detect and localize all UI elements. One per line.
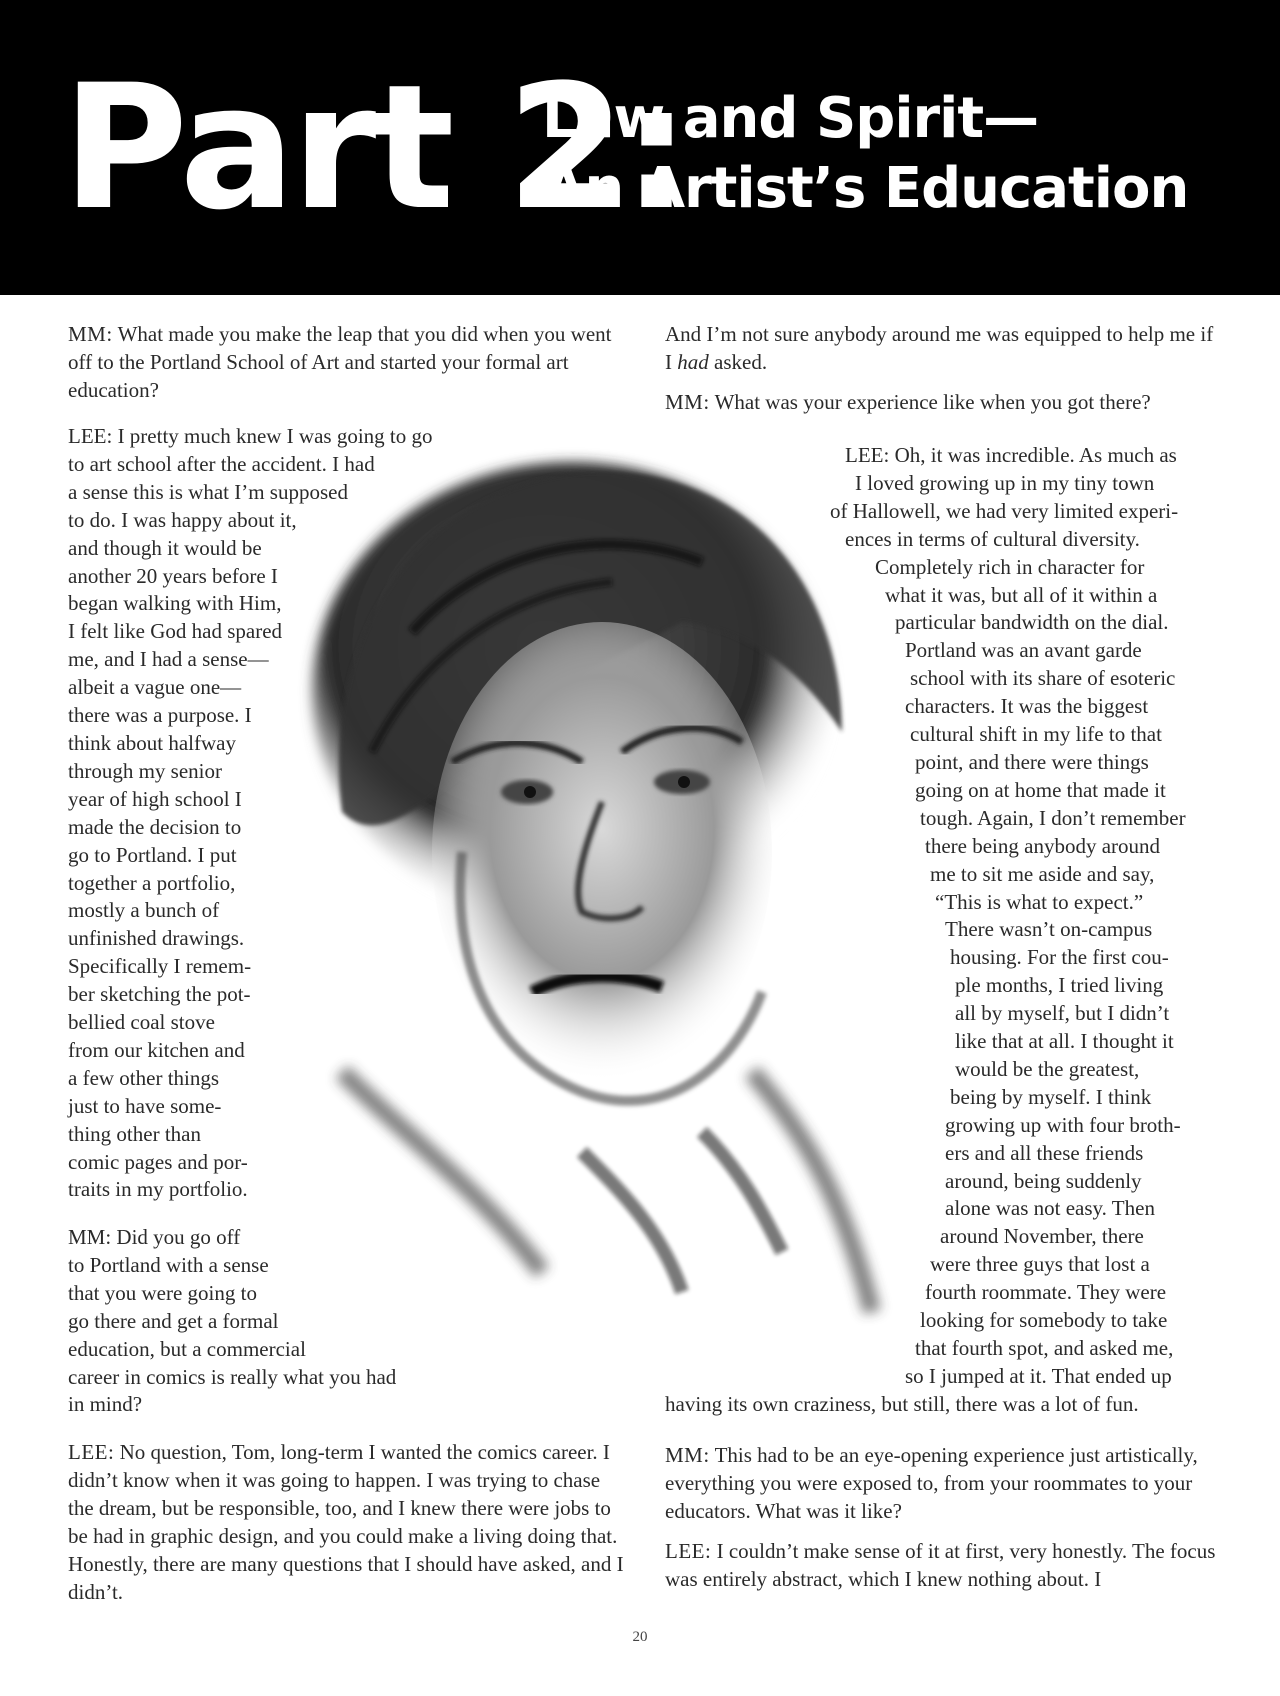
text-line: made the decision to [68, 814, 242, 839]
paragraph-text: I couldn’t make sense of it at first, very honestly. The focus was entirely abstract, which I knew nothing about. I [665, 1539, 1216, 1591]
right-answer-3 [665, 442, 1186, 1419]
paragraph-text: No question, Tom, long-term I wanted the comics career. I didn’t know when it was going to happen. I was trying to chase the dream, but be responsible, too, and I knew there were jobs to be had in graphic design, and you could make a living doing that. Honestly, there are many questions that I should have asked, and I didn’t. [68, 1440, 624, 1604]
text-line: I felt like God had spared [68, 619, 283, 644]
text-line: traits in my portfolio. [68, 1177, 248, 1202]
paragraph-text: What made you make the leap that you did when you went off to the Portland School of Art and started your formal art education? [68, 322, 612, 402]
text-line: LEE: I pretty much knew I was going to go [68, 424, 433, 448]
text-line: Completely rich in character for [875, 554, 1145, 579]
subtitle-line-2: An Artist’s Education [542, 156, 1189, 221]
text-line: around November, there [940, 1224, 1144, 1249]
text-line: cultural shift in my life to that [910, 722, 1162, 747]
text-line: that you were going to [68, 1280, 257, 1305]
text-line: to art school after the accident. I had [68, 451, 375, 476]
chapter-header [0, 0, 1280, 295]
text-line: fourth roommate. They were [925, 1280, 1167, 1305]
text-line: I loved growing up in my tiny town [855, 470, 1155, 495]
text-line: began walking with Him, [68, 591, 282, 616]
speaker-label: LEE: [665, 1539, 712, 1563]
text-line: a few other things [68, 1065, 220, 1090]
text-line: were three guys that lost a [930, 1252, 1150, 1277]
text-line: LEE: Oh, it was incredible. As much as [845, 443, 1177, 467]
text-line: in mind? [68, 1392, 143, 1417]
text-line: ple months, I tried living [955, 973, 1164, 998]
text-line: ers and all these friends [945, 1140, 1144, 1165]
emphasis: had [677, 350, 709, 374]
paragraph [68, 1438, 628, 1606]
text-line: of Hallowell, we had very limited experi- [830, 498, 1179, 523]
text-line: Specifically I remem- [68, 954, 252, 979]
left-question-1 [68, 320, 628, 416]
text-line: to Portland with a sense [68, 1252, 269, 1277]
text-line: albeit a vague one— [68, 675, 242, 700]
text-line: around, being suddenly [945, 1168, 1142, 1193]
text-line: year of high school I [68, 786, 242, 811]
text-line: me, and I had a sense— [68, 647, 269, 672]
text-line: education, but a commercial [68, 1336, 306, 1361]
text-line: that fourth spot, and asked me, [915, 1336, 1174, 1360]
text-line: a sense this is what I’m supposed [68, 479, 348, 504]
paragraph-continuation: And I’m not sure anybody around me was equipped to help me if I had asked. [665, 322, 1214, 374]
chapter-subtitle [542, 84, 1188, 224]
speaker-label: MM: [68, 322, 113, 346]
text-line: particular bandwidth on the dial. [895, 610, 1169, 635]
part-label: Part 2: [62, 47, 687, 248]
right-question-4 [665, 1441, 1225, 1525]
right-question-3 [665, 388, 1225, 416]
text-line: ences in terms of cultural diversity. [845, 526, 1140, 551]
page-number: 20 [632, 1629, 648, 1645]
text-line: being by myself. I think [950, 1084, 1152, 1109]
text-line: comic pages and por- [68, 1149, 248, 1174]
text-line: like that at all. I thought it [955, 1029, 1174, 1054]
text-line: characters. It was the biggest [905, 694, 1149, 719]
text-line: career in comics is really what you had [68, 1364, 397, 1389]
left-answer-2 [68, 1438, 628, 1618]
text-line: ber sketching the pot- [68, 982, 251, 1007]
text-line: There wasn’t on-campus [945, 917, 1153, 942]
text-line: another 20 years before I [68, 563, 278, 588]
text-line: together a portfolio, [68, 870, 236, 895]
paragraph-text: This had to be an eye-opening experience just artistically, everything you were exposed to, from your roommates to your educators. What was it like? [665, 1443, 1198, 1523]
text-line: mostly a bunch of [68, 898, 220, 923]
text-line: Portland was an avant garde [905, 638, 1142, 663]
text-line: looking for somebody to take [920, 1308, 1168, 1333]
text-line: and though it would be [68, 535, 262, 560]
text-line: thing other than [68, 1121, 201, 1146]
text-line: so I jumped at it. That ended up [905, 1363, 1172, 1388]
text-line: tough. Again, I don’t remember [920, 805, 1186, 830]
text-line: from our kitchen and [68, 1037, 245, 1062]
text-line: there being anybody around [925, 833, 1161, 858]
text-line: to do. I was happy about it, [68, 507, 297, 532]
text-line: going on at home that made it [915, 777, 1166, 802]
text-line: “This is what to expect.” [935, 889, 1144, 914]
text-line: think about halfway [68, 730, 236, 755]
paragraph [68, 320, 628, 404]
text-line: would be the greatest, [955, 1056, 1140, 1081]
text-line: bellied coal stove [68, 1010, 215, 1035]
text-line: just to have some- [68, 1093, 222, 1118]
right-answer-4 [665, 1537, 1225, 1593]
subtitle-line-1: Law and Spirit— [542, 86, 1039, 151]
text-line: me to sit me aside and say, [930, 861, 1155, 886]
text-line: unfinished drawings. [68, 926, 245, 951]
text-line: go there and get a formal [68, 1308, 279, 1333]
text-line: go to Portland. I put [68, 842, 237, 867]
text-line: there was a purpose. I [68, 703, 252, 728]
text-line: what it was, but all of it within a [885, 582, 1158, 607]
text-line: growing up with four broth- [945, 1112, 1181, 1137]
right-bottom-text [665, 1441, 1225, 1605]
text-line: through my senior [68, 758, 222, 783]
text-line: school with its share of esoteric [910, 666, 1176, 691]
text-line: point, and there were things [915, 749, 1149, 774]
text-line: housing. For the first cou- [950, 945, 1169, 970]
paragraph-text: What was your experience like when you got there? [714, 390, 1151, 414]
speaker-label: LEE: [68, 1440, 115, 1464]
text-line: MM: Did you go off [68, 1225, 241, 1249]
text-line: having its own craziness, but still, there was a lot of fun. [665, 1391, 1139, 1416]
text-line: all by myself, but I didn’t [955, 1001, 1170, 1026]
text-line: alone was not easy. Then [945, 1196, 1155, 1221]
speaker-label: MM: [665, 390, 710, 414]
right-top-text [665, 320, 1225, 428]
speaker-label: MM: [665, 1443, 710, 1467]
